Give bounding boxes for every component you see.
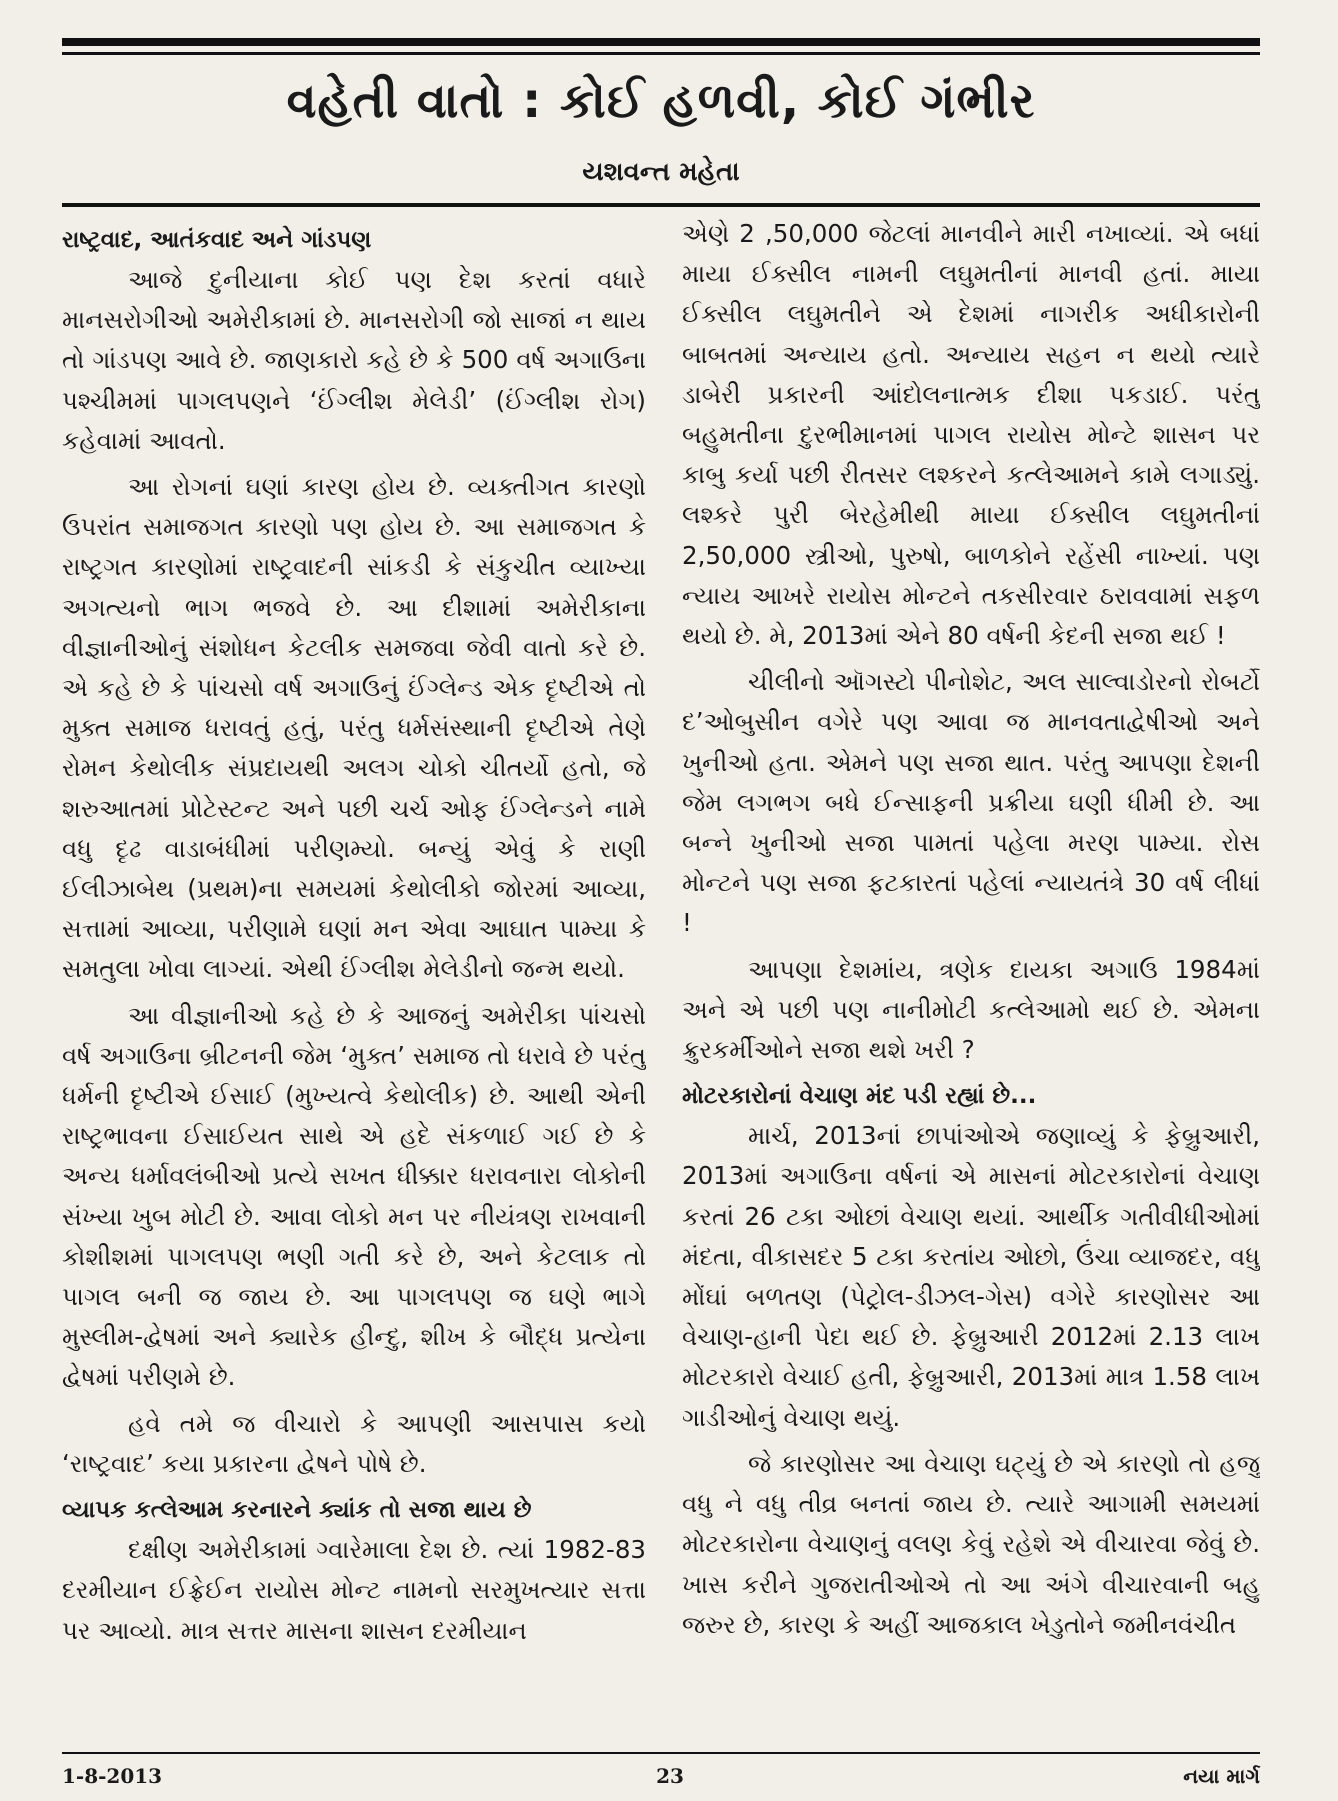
- article-author: યશવન્ત મહેતા: [582, 157, 740, 187]
- paragraph: આજે દુનીયાના કોઈ પણ દેશ કરતાં વધારે માનસરોગીઓ અમેરીકામાં છે. માનસરોગી જો સાજાં ન થાય તો ગાંડપણ આવે છે. જાણકારો કહે છે કે 500 વર્ષ અગાઉના પશ્ચીમમાં પાગલપણને ‘ઈંગ્લીશ મેલેડી’ (ઈંગ્લીશ રોગ) કહેવામાં આવતો.: [62, 265, 646, 455]
- paragraph: હવે તમે જ વીચારો કે આપણી આસપાસ કયો ‘રાષ્ટ્રવાદ’ કયા પ્રકારના દ્વેષને પોષે છે.: [62, 1408, 646, 1478]
- left-column: [62, 218, 646, 1788]
- footer-date: 1-8-2013: [62, 1764, 163, 1788]
- footer-divider: [62, 1752, 1260, 1754]
- header-divider: [62, 203, 1260, 207]
- publication-name: નયા માર્ગ: [1183, 1764, 1260, 1788]
- paragraph: એણે 2 ,50,000 જેટલાં માનવીને મારી નખાવ્યાં. એ બધાં માયા ઈક્સીલ નામની લઘુમતીનાં માનવી હતાં. માયા ઈક્સીલ લઘુમતીને એ દેશમાં નાગરીક અધીકારોની બાબતમાં અન્યાય હતો. અન્યાય સહન ન થયો ત્યારે ડાબેરી પ્રકારની આંદોલનાત્મક દીશા પકડાઈ. પરંતુ બહુમતીના દુરભીમાનમાં પાગલ રાયોસ મોન્ટે શાસન પર કાબુ કર્યા પછી રીતસર લશ્કરને કત્લેઆમને કામે લગાડ્યું. લશ્કરે પુરી બેરહેમીથી માયા ઈક્સીલ લઘુમતીનાં 2,50,000 સ્ત્રીઓ, પુરુષો, બાળકોને રહેંસી નાખ્યાં. પણ ન્યાય આખરે રાયોસ મોન્ટને તકસીરવાર ઠરાવવામાં સફળ થયો છે. મે, 2013માં એને 80 વર્ષની કેદની સજા થઈ !: [682, 219, 1260, 651]
- paragraph: દક્ષીણ અમેરીકામાં ગ્વારેમાલા દેશ છે. ત્યાં 1982-83 દરમીયાન ઈફ્રેઈન રાયોસ મોન્ટ નામનો સરમુખત્યાર સત્તા પર આવ્યો. માત્ર સત્તર માસના શાસન દરમીયાન: [62, 1535, 646, 1645]
- paragraph: આપણા દેશમાંય, ત્રણેક દાયકા અગાઉ 1984માં અને એ પછી પણ નાનીમોટી કત્લેઆમો થઈ છે. એમના ક્રુરકર્મીઓને સજા થશે ખરી ?: [682, 954, 1260, 1065]
- right-column: [682, 214, 1260, 1784]
- paragraph: જે કારણોસર આ વેચાણ ઘટ્યું છે એ કારણો તો હજુ વધુ ને વધુ તીવ્ર બનતાં જાય છે. ત્યારે આગામી સમયમાં મોટરકારોના વેચાણનું વલણ કેવું રહેશે એ વીચારવા જેવું છે. ખાસ કરીને ગુજરાતીઓએ તો આ અંગે વીચારવાની બહુ જરુર છે, કારણ કે અહીં આજકાલ ખેડુતોને જમીનવંચીત: [682, 1448, 1260, 1639]
- paragraph: માર્ચ, 2013નાં છાપાંઓએ જણાવ્યું કે ફેબ્રુઆરી, 2013માં અગાઉના વર્ષનાં એ માસનાં મોટરકારોનાં વેચાણ કરતાં 26 ટકા ઓછાં વેચાણ થયાં. આર્થીક ગતીવીધીઓમાં મંદતા, વીકાસદર 5 ટકા કરતાંય ઓછો, ઉંચા વ્યાજદર, વધુ મોંઘાં બળતણ (પેટ્રોલ-ડીઝલ-ગેસ) વગેરે કારણોસર આ વેચાણ-હાની પેદા થઈ છે. ફેબ્રુઆરી 2012માં 2.13 લાખ મોટરકારો વેચાઈ હતી, ફેબ્રુઆરી, 2013માં માત્ર 1.58 લાખ ગાડીઓનું વેચાણ થયું.: [682, 1121, 1260, 1432]
- masthead-rule-top: [62, 38, 1260, 46]
- paragraph: આ વીજ્ઞાનીઓ કહે છે કે આજનું અમેરીકા પાંચસો વર્ષ અગાઉના બ્રીટનની જેમ ‘મુક્ત’ સમાજ તો ધરાવે છે પરંતુ ધર્મની દૃષ્ટીએ ઈસાઈ (મુખ્યત્વે કેથોલીક) છે. આથી એની રાષ્ટ્રભાવના ઈસાઈયત સાથે એ હદે સંકળાઈ ગઈ છે કે અન્ય ધર્માવલંબીઓ પ્રત્યે સખત ધીક્કાર ધરાવનારા લોકોની સંખ્યા ખુબ મોટી છે. આવા લોકો મન પર નીયંત્રણ રાખવાની કોશીશમાં પાગલપણ ભણી ગતી કરે છે, અને કેટલાક તો પાગલ બની જ જાય છે. આ પાગલપણ જ ઘણે ભાગે મુસ્લીમ-દ્વેષમાં અને ક્યારેક હીન્દુ, શીખ કે બૌદ્ધ પ્રત્યેના દ્વેષમાં પરીણમે છે.: [62, 1000, 646, 1392]
- article-title: વહેતી વાતો : કોઈ હળવી, કોઈ ગંભીર: [286, 73, 1036, 129]
- masthead-rule-bottom: [62, 52, 1260, 55]
- paragraph: ચીલીનો ઑગસ્ટો પીનોશેટ, અલ સાલ્વાડોરનો રોબર્ટો દ’ઓબુસીન વગેરે પણ આવા જ માનવતાદ્વેષીઓ અને ખુનીઓ હતા. એમને પણ સજા થાત. પરંતુ આપણા દેશની જેમ લગભગ બધે ઈન્સાફની પ્રક્રીયા ઘણી ધીમી છે. આ બન્ને ખુનીઓ સજા પામતાં પહેલા મરણ પામ્યા. રોસ મોન્ટને પણ સજા ફટકારતાં પહેલાં ન્યાયતંત્રે 30 વર્ષ લીધાં !: [682, 667, 1260, 938]
- section-heading-massacre: વ્યાપક કત્લેઆમ કરનારને ક્યાંક તો સજા થાય છે: [62, 1497, 532, 1524]
- section-heading-nationalism: રાષ્ટ્રવાદ, આતંકવાદ અને ગાંડપણ: [62, 227, 372, 253]
- paragraph: આ રોગનાં ઘણાં કારણ હોય છે. વ્યક્તીગત કારણો ઉપરાંત સમાજગત કારણો પણ હોય છે. આ સમાજગત કે રાષ્ટ્રગત કારણોમાં રાષ્ટ્રવાદની સાંકડી કે સંકુચીત વ્યાખ્યા અગત્યનો ભાગ ભજવે છે. આ દીશામાં અમેરીકાના વીજ્ઞાનીઓનું સંશોધન કેટલીક સમજવા જેવી વાતો કરે છે. એ કહે છે કે પાંચસો વર્ષ અગાઉનું ઈંગ્લેન્ડ એક દૃષ્ટીએ તો મુક્ત સમાજ ધરાવતું હતું, પરંતુ ધર્મસંસ્થાની દૃષ્ટીએ તેણે રોમન કેથોલીક સંપ્રદાયથી અલગ ચોકો ચીતર્યો હતો, જે શરુઆતમાં પ્રોટેસ્ટન્ટ અને પછી ચર્ચ ઓફ ઈંગ્લેન્ડને નામે વધુ દૃઢ વાડાબંધીમાં પરીણમ્યો. બન્યું એવું કે રાણી ઈલીઝાબેથ (પ્રથમ)ના સમયમાં કેથોલીકો જોરમાં આવ્યા, સત્તામાં આવ્યા, પરીણામે ઘણાં મન એવા આઘાત પામ્યા કે સમતુલા ખોવા લાગ્યાં. એથી ઈંગ્લીશ મેલેડીનો જન્મ થયો.: [62, 472, 646, 984]
- page-number: 23: [656, 1764, 684, 1788]
- section-heading-car-sales: મોટરકારોનાં વેચાણ મંદ પડી રહ્યાં છે...: [682, 1083, 1037, 1110]
